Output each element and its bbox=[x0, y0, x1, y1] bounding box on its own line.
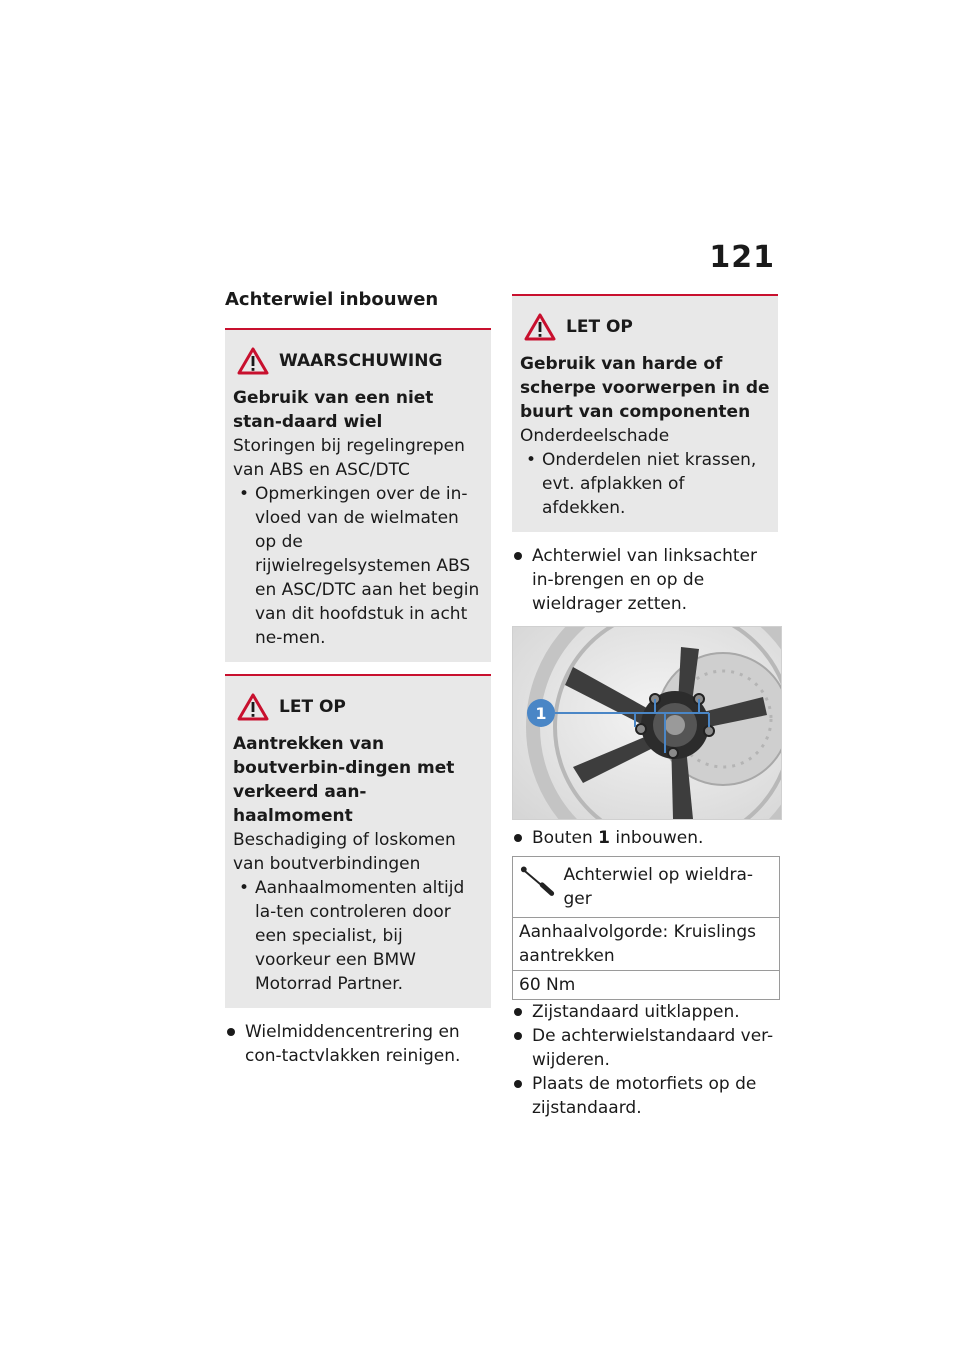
torque-wrench-icon bbox=[519, 863, 557, 897]
warning-bullets bbox=[233, 482, 483, 650]
caution-bullets bbox=[520, 448, 770, 520]
rear-wheel-figure bbox=[512, 626, 782, 820]
step-bolts-suffix: inbouwen. bbox=[615, 828, 704, 848]
caution-box-header bbox=[524, 312, 770, 342]
step-item: De achterwielstandaard ver-wijderen. bbox=[512, 1024, 778, 1072]
warning-label: WAARSCHUWING bbox=[279, 351, 443, 371]
callout-number: 1 bbox=[535, 704, 547, 723]
step-item: Wielmiddencentrering en con-tactvlakken reinigen. bbox=[225, 1020, 491, 1068]
left-column bbox=[225, 288, 491, 1068]
caution-box-header bbox=[237, 692, 483, 722]
caution-label: LET OP bbox=[566, 317, 633, 337]
torque-component-row bbox=[513, 857, 780, 918]
torque-value: 60 Nm bbox=[513, 971, 780, 1000]
right-steps-after bbox=[512, 1000, 778, 1120]
page-number: 121 bbox=[709, 240, 775, 275]
caution-label: LET OP bbox=[279, 697, 346, 717]
warning-box-header bbox=[237, 346, 483, 376]
caution-bullet: • Aanhaalmomenten altijd la-ten controleren door een specialist, bij voorkeur een BMW Motorrad Partner. bbox=[233, 876, 483, 996]
caution-box-right bbox=[512, 294, 778, 532]
caution-subtitle: Gebruik van harde of scherpe voorwerpen in de buurt van componenten bbox=[520, 354, 770, 422]
warning-box bbox=[225, 328, 491, 662]
caution-bullet: • Onderdelen niet krassen, evt. afplakken of afdekken. bbox=[520, 448, 770, 520]
step-item: Zijstandaard uitklappen. bbox=[512, 1000, 778, 1024]
warning-triangle-icon bbox=[237, 346, 269, 376]
section-title: Achterwiel inbouwen bbox=[225, 289, 439, 310]
torque-sequence: Aanhaalvolgorde: Kruislings aantrekken bbox=[513, 918, 780, 971]
caution-box-left bbox=[225, 674, 491, 1008]
right-steps-bolts bbox=[512, 826, 778, 850]
torque-component: Achterwiel op wieldra-ger bbox=[563, 865, 753, 909]
torque-sequence-row bbox=[513, 918, 780, 971]
bolt-reference-number: 1 bbox=[598, 828, 610, 848]
caution-bullets bbox=[233, 876, 483, 996]
warning-subtitle: Gebruik van een niet stan-daard wiel bbox=[233, 388, 434, 432]
caution-text: Onderdeelschade bbox=[520, 426, 670, 446]
left-steps bbox=[225, 1020, 491, 1068]
step-bolts-prefix: Bouten bbox=[532, 828, 593, 848]
right-steps-before bbox=[512, 544, 778, 616]
step-item: Achterwiel van linksachter in-brengen en op de wieldrager zetten. bbox=[512, 544, 778, 616]
step-item bbox=[512, 826, 778, 850]
caution-text: Beschadiging of loskomen van boutverbindingen bbox=[233, 830, 456, 874]
caution-subtitle: Aantrekken van boutverbin-dingen met verkeerd aan-haalmoment bbox=[233, 734, 455, 826]
right-column bbox=[512, 294, 778, 1120]
warning-triangle-icon bbox=[237, 692, 269, 722]
warning-triangle-icon bbox=[524, 312, 556, 342]
step-item: Plaats de motorfiets op de zijstandaard. bbox=[512, 1072, 778, 1120]
torque-spec-table bbox=[512, 856, 780, 1000]
warning-bullet: • Opmerkingen over de in-vloed van de wielmaten op de rijwielregelsystemen ABS en ASC/DTC aan het begin van dit hoofdstuk in acht ne-men. bbox=[233, 482, 483, 650]
warning-text: Storingen bij regelingrepen van ABS en ASC/DTC bbox=[233, 436, 465, 480]
torque-value-row bbox=[513, 971, 780, 1000]
